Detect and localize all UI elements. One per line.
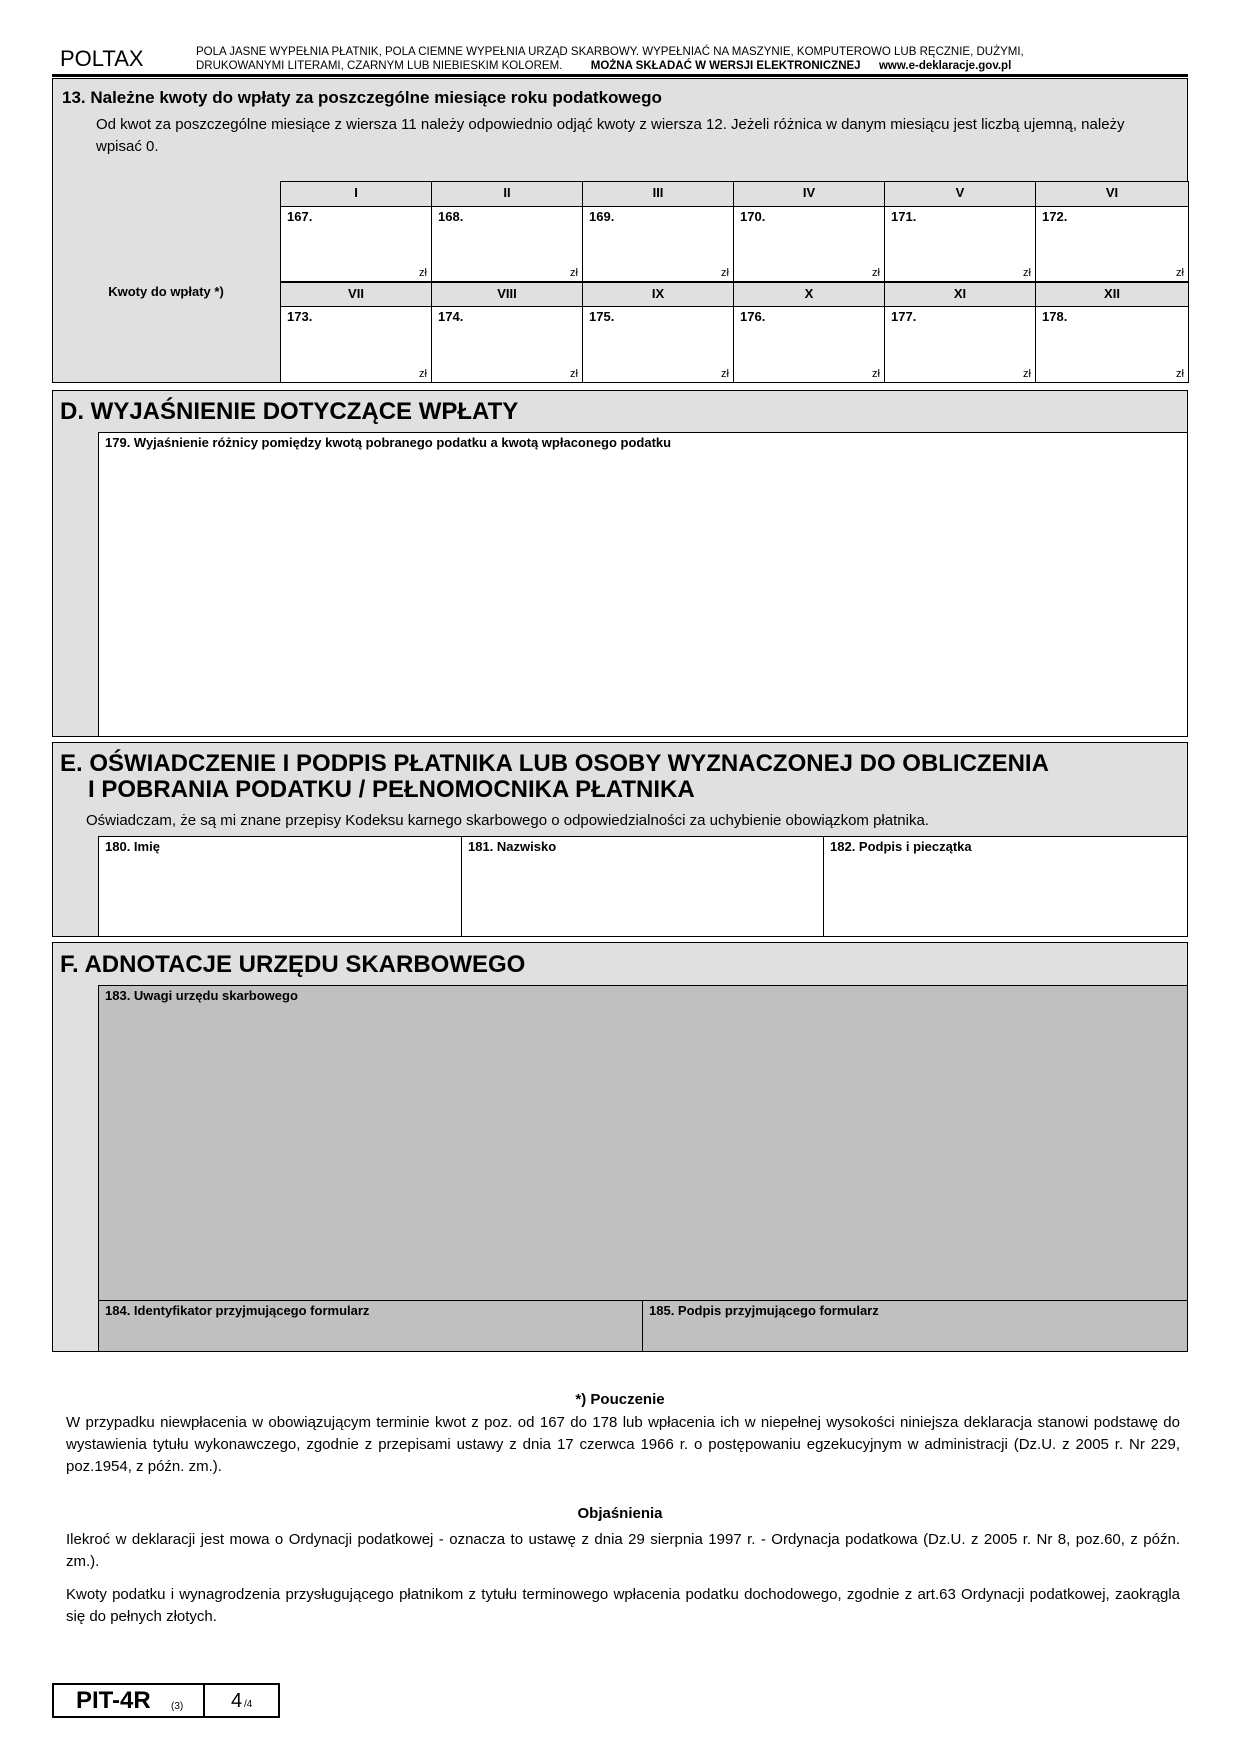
field-179[interactable] bbox=[98, 432, 1188, 737]
section-13-title: 13. Należne kwoty do wpłaty za poszczególne miesiące roku podatkowego bbox=[62, 88, 662, 107]
currency-label: zł bbox=[872, 267, 880, 279]
amount-field[interactable] bbox=[733, 206, 885, 282]
header-line-2b: MOŻNA SKŁADAĆ W WERSJI ELEKTRONICZNEJ bbox=[590, 60, 861, 72]
month-header: II bbox=[431, 181, 583, 207]
currency-label: zł bbox=[570, 368, 578, 380]
page-number-box bbox=[203, 1683, 280, 1718]
currency-label: zł bbox=[1176, 368, 1184, 380]
month-header: IX bbox=[582, 282, 734, 307]
amount-field[interactable] bbox=[280, 206, 432, 282]
field-180[interactable] bbox=[98, 836, 462, 937]
currency-label: zł bbox=[1023, 267, 1031, 279]
form-variant: (3) bbox=[171, 1701, 184, 1712]
month-header: VI bbox=[1035, 181, 1189, 207]
field-number: 170. bbox=[740, 209, 766, 224]
header-line-2 bbox=[196, 59, 1196, 73]
amount-field[interactable] bbox=[884, 306, 1036, 383]
currency-label: zł bbox=[721, 368, 729, 380]
pouczenie-title: *) Pouczenie bbox=[575, 1391, 665, 1408]
field-184 bbox=[98, 1300, 643, 1352]
amount-field[interactable] bbox=[431, 306, 583, 383]
header-url: www.e-deklaracje.gov.pl bbox=[878, 60, 1012, 72]
objasnienia-p1: Ilekroć w deklaracji jest mowa o Ordynacji podatkowej - oznacza to ustawę z dnia 29 sierpnia 1997 r. - Ordynacja podatkowa (Dz.U. z 2005 r. Nr 8, poz.60, z późn. zm.). bbox=[66, 1531, 1180, 1570]
field-number: 177. bbox=[891, 309, 917, 324]
month-header: VIII bbox=[431, 282, 583, 307]
field-number: 172. bbox=[1042, 209, 1068, 224]
amount-field[interactable] bbox=[582, 206, 734, 282]
field-182[interactable] bbox=[823, 836, 1188, 937]
section-d-title: D. WYJAŚNIENIE DOTYCZĄCE WPŁATY bbox=[60, 398, 519, 425]
amount-field[interactable] bbox=[884, 206, 1036, 282]
field-number: 174. bbox=[438, 309, 464, 324]
field-184-label: 184. Identyfikator przyjmującego formularz bbox=[105, 1303, 370, 1318]
field-181[interactable] bbox=[461, 836, 824, 937]
month-header: XI bbox=[884, 282, 1036, 307]
field-number: 167. bbox=[287, 209, 313, 224]
objasnienia-title: Objaśnienia bbox=[577, 1505, 663, 1522]
month-header: VII bbox=[280, 282, 432, 307]
section-13-description: Od kwot za poszczególne miesiące z wiersza 11 należy odpowiednio odjąć kwoty z wiersza 12. Jeżeli różnica w danym miesiącu jest liczbą ujemną, należy wpisać 0. bbox=[96, 116, 1125, 155]
section-e-title-2: I POBRANIA PODATKU / PEŁNOMOCNIKA PŁATNIKA bbox=[88, 776, 695, 803]
section-e-title-1: E. OŚWIADCZENIE I PODPIS PŁATNIKA LUB OSOBY WYZNACZONEJ DO OBLICZENIA bbox=[60, 750, 1049, 777]
field-182-label: 182. Podpis i pieczątka bbox=[830, 839, 972, 854]
form-code: PIT-4R bbox=[76, 1687, 151, 1714]
field-183 bbox=[98, 985, 1188, 1301]
currency-label: zł bbox=[1176, 267, 1184, 279]
currency-label: zł bbox=[872, 368, 880, 380]
header-line-1: POLA JASNE WYPEŁNIA PŁATNIK, POLA CIEMNE WYPEŁNIA URZĄD SKARBOWY. WYPEŁNIAĆ NA MASZYNIE, KOMPUTEROWO LUB RĘCZNIE, DUŻYMI, bbox=[196, 46, 1024, 58]
page-number: 4 bbox=[231, 1690, 243, 1712]
field-number: 168. bbox=[438, 209, 464, 224]
month-header: XII bbox=[1035, 282, 1189, 307]
page-total: /4 bbox=[244, 1699, 253, 1710]
month-header: III bbox=[582, 181, 734, 207]
month-header: V bbox=[884, 181, 1036, 207]
field-number: 169. bbox=[589, 209, 615, 224]
field-183-label: 183. Uwagi urzędu skarbowego bbox=[105, 988, 298, 1003]
brand-logo: POLTAX bbox=[60, 46, 144, 71]
month-header: IV bbox=[733, 181, 885, 207]
header-line-2a: DRUKOWANYMI LITERAMI, CZARNYM LUB NIEBIESKIM KOLOREM. bbox=[196, 60, 563, 72]
amount-field[interactable] bbox=[1035, 306, 1189, 383]
row-label-kwoty: Kwoty do wpłaty *) bbox=[108, 284, 224, 299]
field-number: 171. bbox=[891, 209, 917, 224]
field-180-label: 180. Imię bbox=[105, 839, 160, 854]
currency-label: zł bbox=[419, 267, 427, 279]
amount-field[interactable] bbox=[280, 306, 432, 383]
field-181-label: 181. Nazwisko bbox=[468, 839, 557, 854]
header-instructions bbox=[196, 45, 1196, 73]
section-f-title: F. ADNOTACJE URZĘDU SKARBOWEGO bbox=[60, 951, 526, 978]
currency-label: zł bbox=[570, 267, 578, 279]
month-header: I bbox=[280, 181, 432, 207]
section-e-statement: Oświadczam, że są mi znane przepisy Kodeksu karnego skarbowego o odpowiedzialności za uchybienie obowiązkom płatnika. bbox=[86, 812, 929, 829]
currency-label: zł bbox=[721, 267, 729, 279]
month-header: X bbox=[733, 282, 885, 307]
field-185 bbox=[642, 1300, 1188, 1352]
field-179-label: 179. Wyjaśnienie różnicy pomiędzy kwotą pobranego podatku a kwotą wpłaconego podatku bbox=[105, 435, 672, 450]
field-number: 175. bbox=[589, 309, 615, 324]
amount-field[interactable] bbox=[582, 306, 734, 383]
form-code-box bbox=[52, 1683, 205, 1718]
amount-field[interactable] bbox=[733, 306, 885, 383]
amount-field[interactable] bbox=[1035, 206, 1189, 282]
field-number: 173. bbox=[287, 309, 313, 324]
pouczenie-text: W przypadku niewpłacenia w obowiązującym terminie kwot z poz. od 167 do 178 lub wpłacenia ich w niepełnej wysokości niniejsza deklaracja stanowi podstawę do wystawienia tytułu wykonawczego, zgodnie z przepisami ustawy z dnia 17 czerwca 1966 r. o postępowaniu egzekucyjnym w administracji (Dz.U. z 2005 r. Nr 229, poz.1954, z późn. zm.). bbox=[66, 1414, 1180, 1475]
currency-label: zł bbox=[1023, 368, 1031, 380]
objasnienia-p2: Kwoty podatku i wynagrodzenia przysługującego płatnikom z tytułu terminowego wpłacenia podatku dochodowego, zgodnie z art.63 Ordynacji podatkowej, zaokrągla się do pełnych złotych. bbox=[66, 1586, 1180, 1625]
field-185-label: 185. Podpis przyjmującego formularz bbox=[649, 1303, 879, 1318]
amount-field[interactable] bbox=[431, 206, 583, 282]
field-number: 176. bbox=[740, 309, 766, 324]
currency-label: zł bbox=[419, 368, 427, 380]
field-number: 178. bbox=[1042, 309, 1068, 324]
header-rule bbox=[52, 74, 1188, 77]
